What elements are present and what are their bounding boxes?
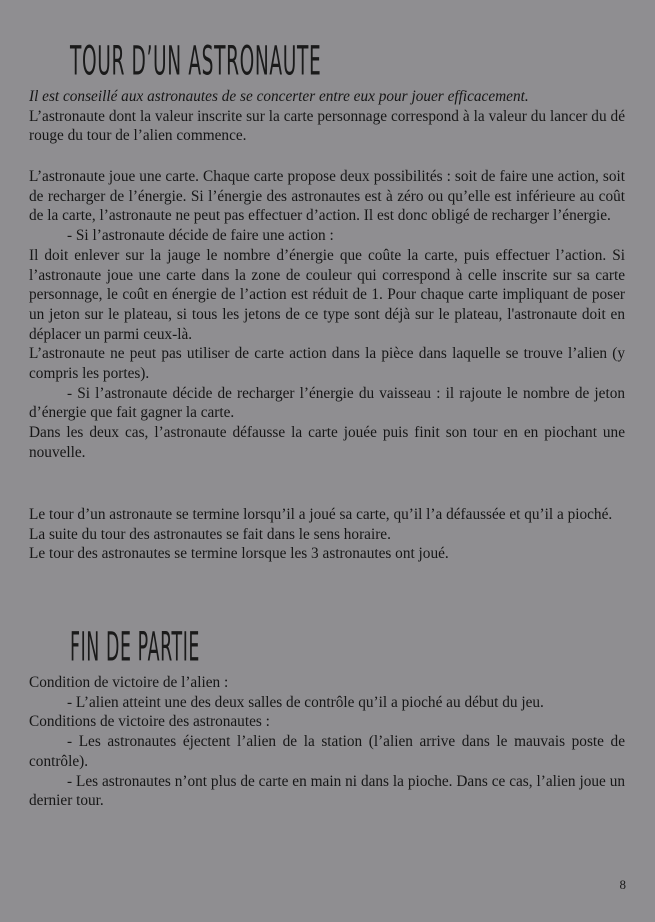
astronaut-victory-condition-deck: - Les astronautes n’ont plus de carte en main ni dans la pioche. Dans ce cas, l’alien joue un dernier tour.: [29, 772, 625, 810]
turn-end-paragraph: Le tour d’un astronaute se termine lorsqu’il a joué sa carte, qu’il l’a défaussée et qu’il a pioché.: [29, 506, 613, 523]
astronaut-victory-condition-eject: - Les astronautes éjectent l’alien de la station (l’alien arrive dans le mauvais poste de contrôle).: [29, 733, 625, 770]
alien-victory-condition: - L’alien atteint une des deux salles de contrôle qu’il a pioché au début du jeu.: [67, 693, 544, 711]
discard-paragraph: Dans les deux cas, l’astronaute défausse la carte jouée puis finit son tour en en piochant une nouvelle.: [29, 424, 625, 461]
astronaut-victory-heading: Conditions de victoire des astronautes :: [29, 713, 270, 731]
action-option-heading: - Si l’astronaute décide de faire une action :: [67, 227, 334, 245]
advice-paragraph: Il est conseillé aux astronautes de se concerter entre eux pour jouer efficacement.: [29, 88, 529, 105]
turn-order-paragraph: La suite du tour des astronautes se fait dans le sens horaire.: [29, 525, 391, 543]
card-choice-paragraph: L’astronaute joue une carte. Chaque carte propose deux possibilités : soit de faire une action, soit de recharger de l’énergie. Si l’énergie des astronautes est à zéro ou qu’elle est inférieure au coût de la carte, l’astronaute ne peut pas effectuer d’action. Il est donc obligé de recharger l’énergie.: [29, 168, 625, 225]
alien-victory-heading: Condition de victoire de l’alien :: [29, 674, 229, 691]
turn-end-block: [29, 505, 625, 564]
victory-conditions-block: [29, 673, 625, 811]
section-title-end-of-game: FIN DE PARTIE: [70, 624, 201, 672]
round-end-paragraph: Le tour des astronautes se termine lorsque les 3 astronautes ont joué.: [29, 545, 449, 563]
page-number: 8: [619, 877, 626, 892]
action-rules-paragraph: Il doit enlever sur la jauge le nombre d’énergie que coûte la carte, puis effectuer l’action. Si l’astronaute joue une carte dans la zone de couleur qui correspond à celle inscrite sur sa carte personnage, le coût en énergie de l’action est réduit de 1. Pour chaque carte impliquant de poser un jeton sur le plateau, si tous les jetons de ce type sont déjà sur le plateau, l'astronaute doit en déplacer un parmi ceux-là.: [29, 246, 625, 343]
section-title-astronaut-turn: TOUR D’UN ASTRONAUTE: [70, 38, 322, 86]
recharge-option-paragraph: - Si l’astronaute décide de recharger l’énergie du vaisseau : il rajoute le nombre de jeton d’énergie que fait gagner la carte.: [29, 384, 625, 422]
card-play-block: [29, 167, 625, 463]
alien-room-restriction-paragraph: L’astronaute ne peut pas utiliser de carte action dans la pièce dans laquelle se trouve l’alien (y compris les portes).: [29, 345, 625, 383]
intro-block: [29, 87, 625, 146]
first-player-paragraph: L’astronaute dont la valeur inscrite sur la carte personnage correspond à la valeur du lancer du dé rouge du tour de l’alien commence.: [29, 107, 625, 145]
